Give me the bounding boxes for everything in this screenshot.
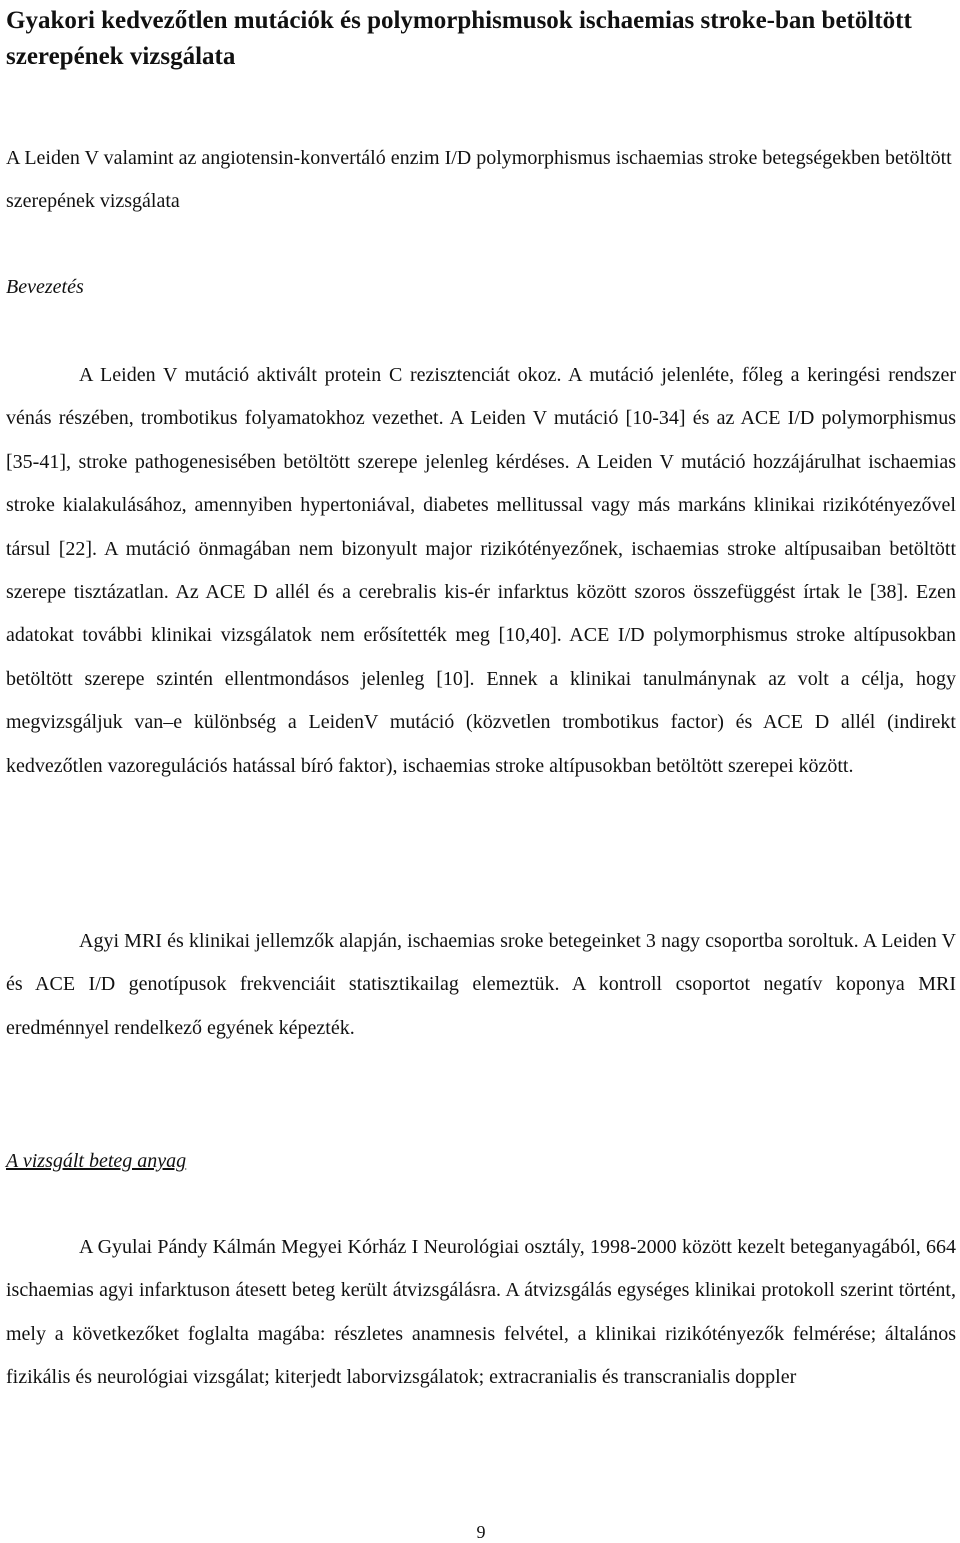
introduction-paragraph-1: A Leiden V mutáció aktivált protein C rezisztenciát okoz. A mutáció jelenléte, főleg a keringési rendszer vénás részében, trombotikus folyamatokhoz vezethet. A Leiden V mutáció [10-34] és az ACE I/D polymorphismus [35-41], stroke pathogenesisében betöltött szerepe jelenleg kérdéses. A Leiden V mutáció hozzájárulhat ischaemias stroke kialakulásához, amennyiben hypertoniával, diabetes mellitussal vagy más markáns klinikai rizikótényezővel társul [22]. A mutáció önmagában nem bizonyult major rizikótényezőnek, ischaemias stroke altípusaiban betöltött szerepe tisztázatlan. Az ACE D allél és a cerebralis kis-ér infarktus között szoros összefüggést írtak le [38]. Ezen adatokat további klinikai vizsgálatok nem erősítették meg [10,40]. ACE I/D polymorphismus stroke altípusokban betöltött szerepe szintén ellentmondásos jelenleg [10]. Ennek a klinikai tanulmánynak az volt a célja, hogy megvizsgáljuk van–e különbség a LeidenV mutáció (közvetlen trombotikus factor) és ACE D allél (indirekt kedvezőtlen vazoregulációs hatással bíró faktor), ischaemias stroke altípusokban betöltött szerepei között. bbox=[6, 364, 956, 777]
document-subtitle: A Leiden V valamint az angiotensin-konvertáló enzim I/D polymorphismus ischaemias stroke betegségekben betöltött szerepének vizsgálata bbox=[6, 147, 952, 212]
introduction-paragraph-2: Agyi MRI és klinikai jellemzők alapján, ischaemias sroke betegeinket 3 nagy csoportba soroltuk. A Leiden V és ACE I/D genotípusok frekvenciáit statisztikailag elemeztük. A kontroll csoportot negatív koponya MRI eredménnyel rendelkező egyének képezték. bbox=[6, 930, 956, 1039]
document-page bbox=[6, 0, 956, 1543]
section-heading-introduction: Bevezetés bbox=[6, 276, 84, 298]
page-number: 9 bbox=[476, 1522, 486, 1542]
section-heading-patient-material: A vizsgált beteg anyag bbox=[6, 1150, 187, 1172]
patient-material-paragraph-1: A Gyulai Pándy Kálmán Megyei Kórház I Neurológiai osztály, 1998-2000 között kezelt beteganyagából, 664 ischaemias agyi infarktuson átesett beteg került átvizsgálásra. A átvizsgálás egységes klinikai protokoll szerint történt, mely a következőket foglalta magába: részletes anamnesis felvétel, a klinikai rizikótényezők felmérése; általános fizikális és neurológiai vizsgálat; kiterjedt laborvizsgálatok; extracranialis és transcranialis doppler bbox=[6, 1236, 956, 1389]
document-title: Gyakori kedvezőtlen mutációk és polymorphismusok ischaemias stroke-ban betöltött szerepének vizsgálata bbox=[6, 7, 912, 70]
